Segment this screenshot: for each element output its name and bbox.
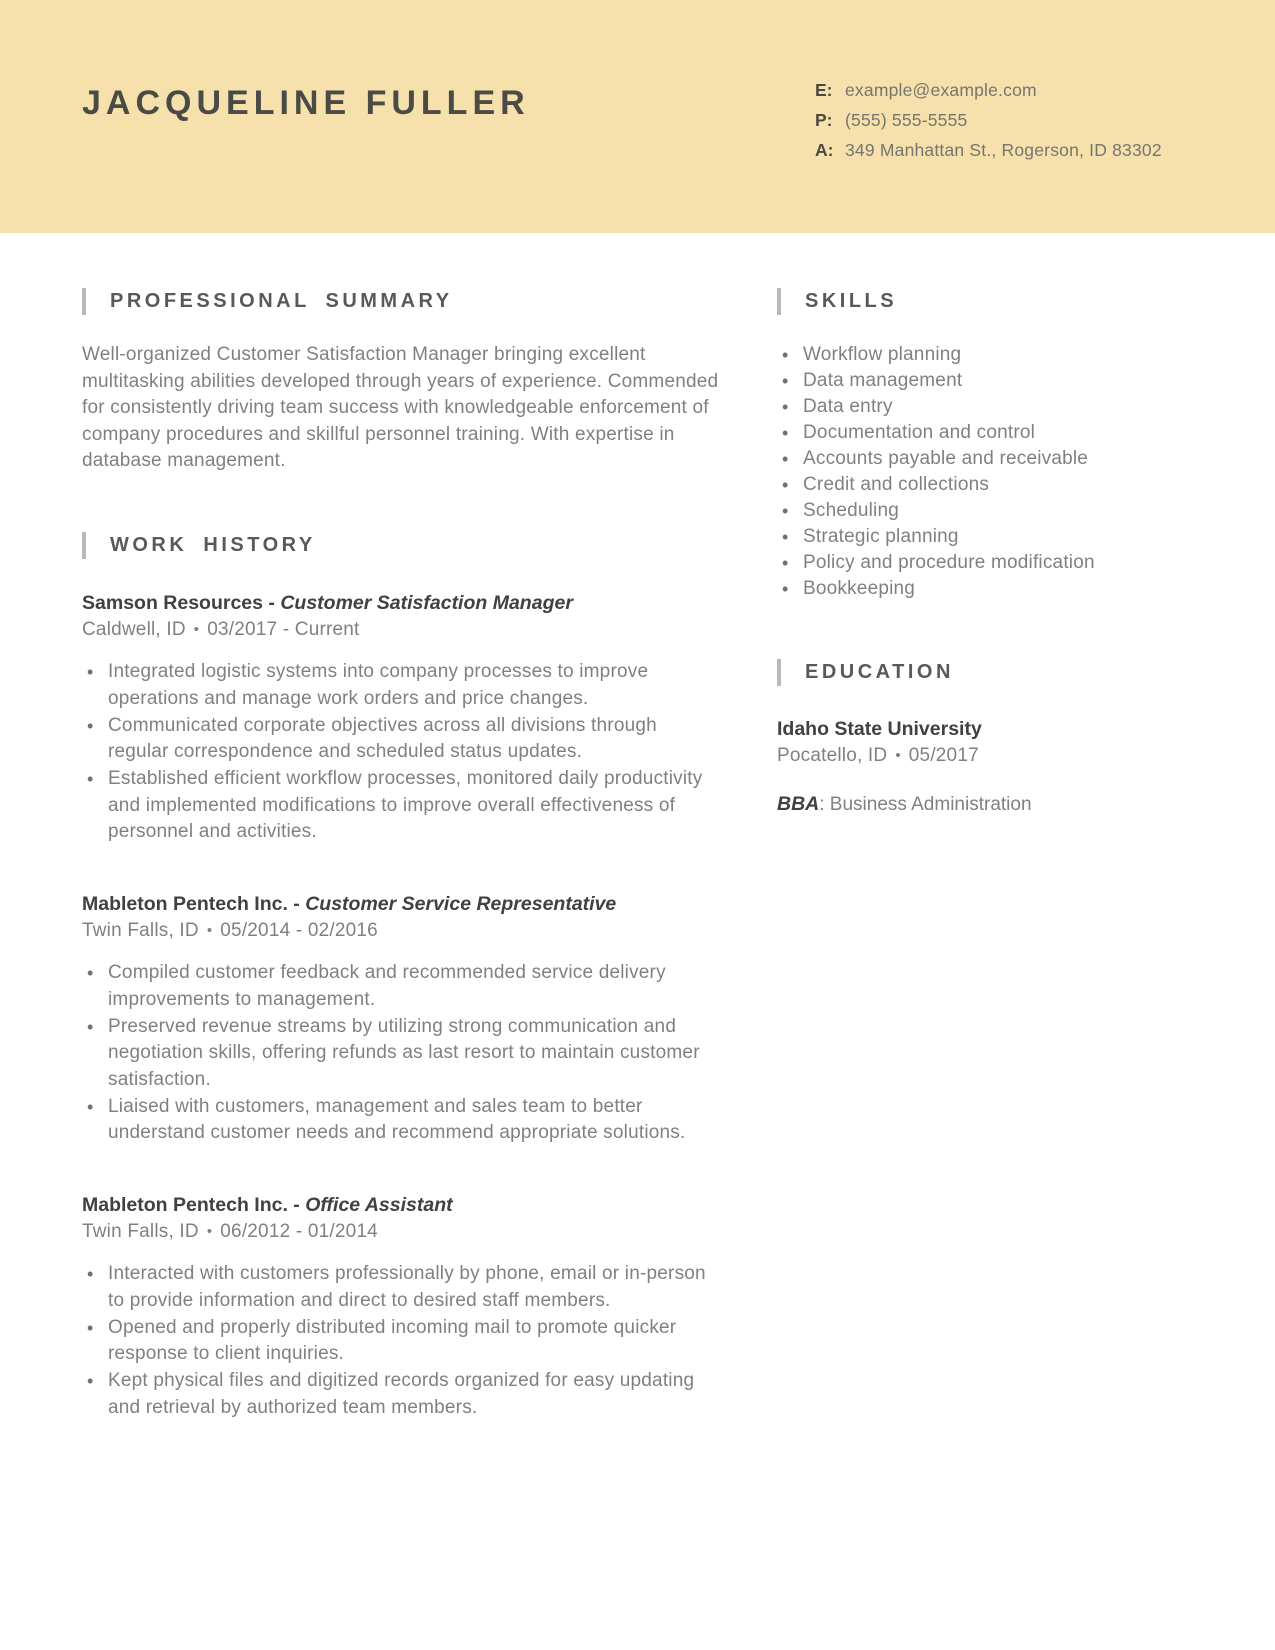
skills-header [777,288,1195,315]
degree-label: BBA [777,792,820,815]
job-company: Samson Resources [82,591,263,614]
job-meta [82,617,722,645]
education-header [777,659,1195,686]
graduation-date: 05/2017 [908,745,979,766]
job-entry [82,1192,722,1422]
job-role: Customer Service Representative [305,892,617,915]
section-accent-bar [82,288,86,315]
professional-summary-section [82,288,722,475]
job-bullet-list [82,960,722,1147]
school-location: Pocatello, ID [777,745,888,766]
job-title-line [82,1192,722,1218]
summary-text: Well-organized Customer Satisfaction Manager bringing excellent multitasking abilities developed through years of experience. Commended for consistently driving team success with knowledgeable enforcement of company procedures and skillful personnel training. With expertise in database management. [82,344,719,471]
left-column [82,288,722,1422]
contact-row-phone [815,110,1185,131]
job-bullet: • Kept physical files and digitized records organized for easy updating and retrieval by authorized team members. [82,1368,722,1421]
job-separator: - [268,591,275,614]
job-dates: 03/2017 - Current [207,618,360,640]
section-title: WORK HISTORY [110,533,316,556]
job-location: Twin Falls, ID [82,1220,199,1242]
header-banner [0,0,1275,233]
meta-separator: • [206,921,213,939]
job-bullet: • Opened and properly distributed incoming mail to promote quicker response to client inquiries. [82,1315,722,1368]
job-dates: 06/2012 - 01/2014 [220,1220,378,1242]
job-role: Office Assistant [305,1193,453,1216]
job-meta [82,1219,722,1247]
skills-list [777,342,1195,602]
skill-item: • Policy and procedure modification [777,550,1195,576]
work-history-section [82,532,722,1422]
job-meta [82,918,722,946]
email-label: E: [815,80,833,100]
address-value: 349 Manhattan St., Rogerson, ID 83302 [845,140,1162,160]
person-name: JACQUELINE FULLER [82,84,530,122]
job-bullet: • Preserved revenue streams by utilizing strong communication and negotiation skills, offering refunds as last resort to maintain customer satisfaction. [82,1014,722,1094]
meta-separator: • [193,620,200,638]
job-bullet: • Interacted with customers professionally by phone, email or in-person to provide information and direct to desired staff members. [82,1261,722,1314]
skill-item: • Workflow planning [777,342,1195,368]
job-entry [82,590,722,846]
job-bullet: • Liaised with customers, management and sales team to better understand customer needs and recommend appropriate solutions. [82,1094,722,1147]
phone-value: (555) 555-5555 [845,110,968,130]
job-separator: - [293,1193,300,1216]
job-bullet: • Communicated corporate objectives across all divisions through regular correspondence and scheduled status updates. [82,713,722,766]
skill-item: • Documentation and control [777,420,1195,446]
work-history-header [82,532,722,559]
degree-line [777,792,1195,819]
job-bullet-list [82,1261,722,1421]
skills-section [777,288,1195,602]
email-value: example@example.com [845,80,1037,100]
meta-separator: • [206,1222,213,1240]
skill-item: • Data entry [777,394,1195,420]
phone-label: P: [815,110,833,130]
skill-item: • Accounts payable and receivable [777,446,1195,472]
section-accent-bar [82,532,86,559]
skill-item: • Bookkeeping [777,576,1195,602]
contact-row-address [815,140,1185,161]
job-company: Mableton Pentech Inc. [82,892,288,915]
school-name: Idaho State University [777,718,982,740]
job-company: Mableton Pentech Inc. [82,1193,288,1216]
job-bullet: • Compiled customer feedback and recommended service delivery improvements to management. [82,960,722,1013]
contact-block [815,80,1185,233]
job-location: Twin Falls, ID [82,919,199,941]
section-title: SKILLS [805,290,898,312]
education-section [777,659,1195,818]
job-bullet: • Established efficient workflow processes, monitored daily productivity and implemented modifications to improve overall effectiveness of personnel and activities. [82,766,722,846]
skill-item: • Strategic planning [777,524,1195,550]
right-column [777,288,1195,1422]
job-title-line [82,891,722,917]
job-role: Customer Satisfaction Manager [280,591,573,614]
contact-row-email [815,80,1185,101]
skill-item: • Credit and collections [777,472,1195,498]
job-dates: 05/2014 - 02/2016 [220,919,378,941]
education-meta [777,743,1195,771]
job-bullet-list [82,659,722,846]
section-accent-bar [777,659,781,686]
professional-summary-header [82,288,722,315]
section-title: EDUCATION [805,661,954,683]
job-separator: - [293,892,300,915]
degree-field: : Business Administration [819,793,1032,815]
section-accent-bar [777,288,781,315]
job-location: Caldwell, ID [82,618,186,640]
job-title-line [82,590,722,616]
skill-item: • Scheduling [777,498,1195,524]
job-entry [82,891,722,1147]
content-columns [0,233,1275,1422]
job-bullet: • Integrated logistic systems into company processes to improve operations and manage work orders and price changes. [82,659,722,712]
skill-item: • Data management [777,368,1195,394]
section-title: PROFESSIONAL SUMMARY [110,290,453,312]
address-label: A: [815,140,834,160]
meta-separator: • [895,747,901,764]
